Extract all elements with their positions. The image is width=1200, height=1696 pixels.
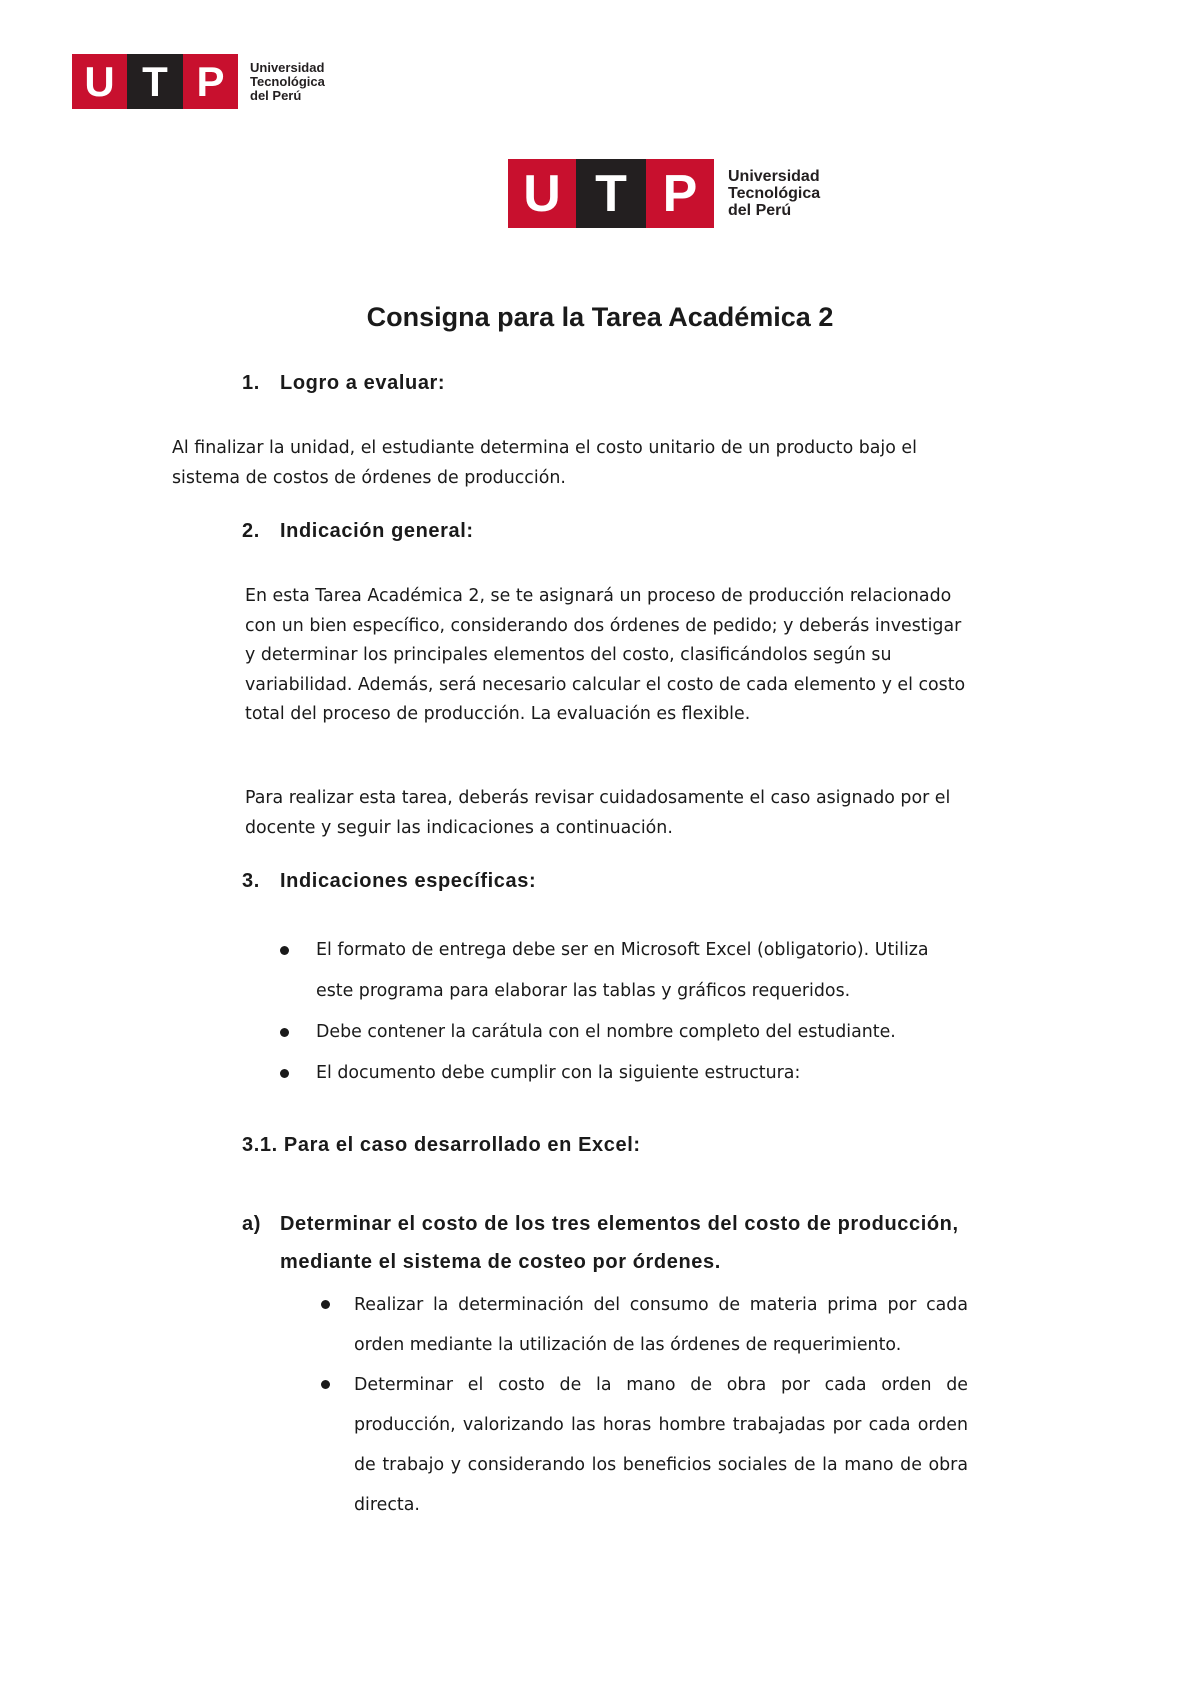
item-letter: a)	[242, 1213, 261, 1235]
bullet-icon	[280, 1069, 289, 1078]
subsection-3-1-heading: 3.1. Para el caso desarrollado en Excel:	[242, 1134, 641, 1156]
wordmark-line: Tecnológica	[728, 185, 821, 202]
bullet-icon	[280, 1028, 289, 1037]
logo-letter-t: T	[576, 159, 646, 228]
list-item-text: Determinar el costo de la mano de obra por cada orden de producción, valorizando las horas hombre trabajadas por cada orden de trabajo y considerando los beneficios sociales de la mano de obra directa.	[354, 1375, 968, 1515]
list-item-text: Debe contener la carátula con el nombre completo del estudiante.	[316, 1022, 896, 1042]
wordmark-line: del Perú	[250, 87, 302, 103]
wordmark-line: Tecnológica	[250, 73, 325, 89]
bullet-icon	[280, 946, 289, 955]
section-3-heading	[242, 870, 536, 893]
logo-wordmark	[250, 61, 325, 103]
section-title: Indicación general:	[280, 520, 474, 542]
bullet-icon	[321, 1380, 330, 1389]
logo-letter-u: U	[508, 159, 576, 228]
section-2-heading	[242, 520, 474, 543]
list-item	[354, 1285, 968, 1365]
section-number: 2.	[242, 520, 260, 542]
logo-letter-t: T	[127, 54, 183, 109]
logo-letter-p: P	[646, 159, 714, 228]
list-item	[316, 1012, 971, 1053]
section-2-paragraph-1: En esta Tarea Académica 2, se te asignará un proceso de producción relacionado con un bien específico, considerando dos órdenes de pedido; y deberás investigar y determinar los principales elementos del costo, clasificándolos según su variabilidad. Además, será necesario calcular el costo de cada elemento y el costo total del proceso de producción. La evaluación es flexible.	[245, 586, 966, 724]
list-item	[316, 930, 971, 1012]
list-item-text: Realizar la determinación del consumo de materia prima por cada orden mediante la utilización de las órdenes de requerimiento.	[354, 1295, 968, 1355]
utp-logo-small	[72, 54, 325, 109]
list-item-text: El formato de entrega debe ser en Microsoft Excel (obligatorio). Utiliza este programa para elaborar las tablas y gráficos requeridos.	[316, 940, 929, 1001]
item-a-bullet-list	[354, 1285, 968, 1525]
section-1-heading	[242, 372, 445, 395]
wordmark-line: Universidad	[728, 168, 820, 185]
item-a-text: Determinar el costo de los tres elementos del costo de producción, mediante el sistema de costeo por órdenes.	[280, 1213, 959, 1273]
section-number: 1.	[242, 372, 260, 394]
logo-letter-u: U	[72, 54, 127, 109]
section-number: 3.	[242, 870, 260, 892]
section-1-body: Al finalizar la unidad, el estudiante determina el costo unitario de un producto bajo el sistema de costos de órdenes de producción.	[172, 438, 917, 488]
item-a	[242, 1205, 962, 1281]
wordmark-line: Universidad	[250, 59, 325, 75]
list-item	[316, 1053, 971, 1094]
list-item-text: El documento debe cumplir con la siguiente estructura:	[316, 1063, 801, 1083]
logo-letter-p: P	[183, 54, 238, 109]
section-title: Logro a evaluar:	[280, 372, 446, 394]
wordmark-line: del Perú	[728, 202, 792, 219]
bullet-icon	[321, 1300, 330, 1309]
section-3-bullet-list	[316, 930, 971, 1094]
document-title: Consigna para la Tarea Académica 2	[366, 302, 834, 332]
section-2-paragraph-2: Para realizar esta tarea, deberás revisar cuidadosamente el caso asignado por el docente y seguir las indicaciones a continuación.	[245, 788, 951, 838]
list-item	[354, 1365, 968, 1525]
utp-logo-large	[508, 159, 820, 228]
logo-wordmark	[728, 168, 820, 219]
section-title: Indicaciones específicas:	[280, 870, 537, 892]
